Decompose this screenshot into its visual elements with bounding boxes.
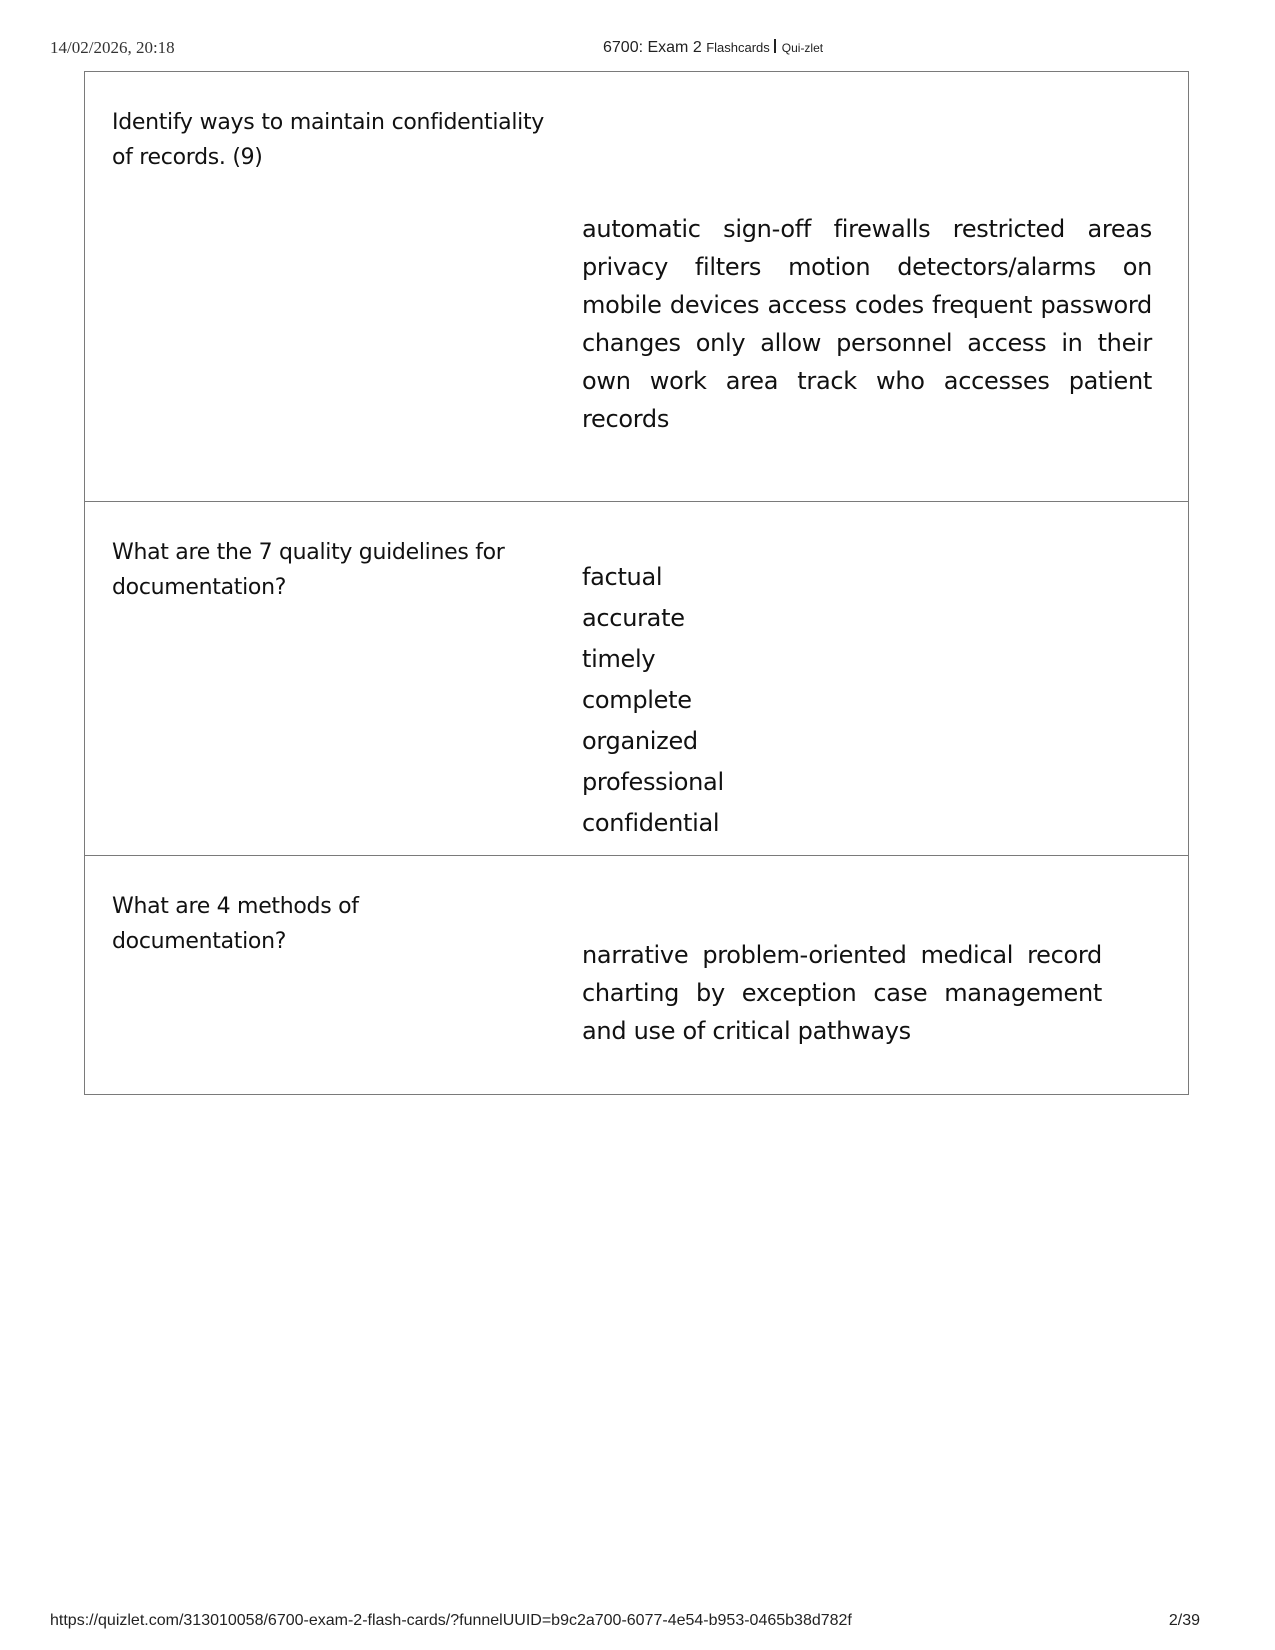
title-separator: [774, 39, 776, 53]
print-date: 14/02/2026, 20:18: [50, 38, 175, 57]
flashcard-term: What are 4 methods of documentation?: [112, 894, 359, 954]
flashcard-definition-list: [582, 557, 1152, 844]
definition-item: factual: [582, 563, 663, 591]
flashcard-definition: automatic sign-off firewalls restricted areas privacy filters motion detectors/alarms on mobile devices access codes frequent password changes only allow personnel access in their own work area track who accesses patient records: [582, 215, 1152, 433]
page-title-main: 6700: Exam 2: [603, 39, 702, 56]
flashcard-term: What are the 7 quality guidelines for documentation?: [112, 540, 505, 600]
flashcard-table: [84, 71, 1189, 1095]
definition-item: timely: [582, 645, 656, 673]
flashcard-term: Identify ways to maintain confidentiality of records. (9): [112, 110, 544, 170]
brand-name: Qui-zlet: [781, 41, 824, 55]
flashcard-row: [85, 856, 1188, 1094]
definition-item: complete: [582, 686, 692, 714]
flashcard-definition: narrative problem-oriented medical record charting by exception case management and use of critical pathways: [582, 941, 1102, 1045]
flashcard-row: [85, 72, 1188, 502]
definition-item: confidential: [582, 809, 720, 837]
flashcard-row: [85, 502, 1188, 856]
definition-item: professional: [582, 768, 724, 796]
page-title: [603, 39, 823, 57]
definition-item: accurate: [582, 604, 685, 632]
page-number: 2/39: [1168, 1612, 1200, 1629]
page-title-sub: Flashcards: [706, 40, 770, 55]
definition-item: organized: [582, 727, 698, 755]
source-url: https://quizlet.com/313010058/6700-exam-2-flash-cards/?funnelUUID=b9c2a700-6077-4e54-b953-0465b38d782f: [50, 1612, 852, 1629]
